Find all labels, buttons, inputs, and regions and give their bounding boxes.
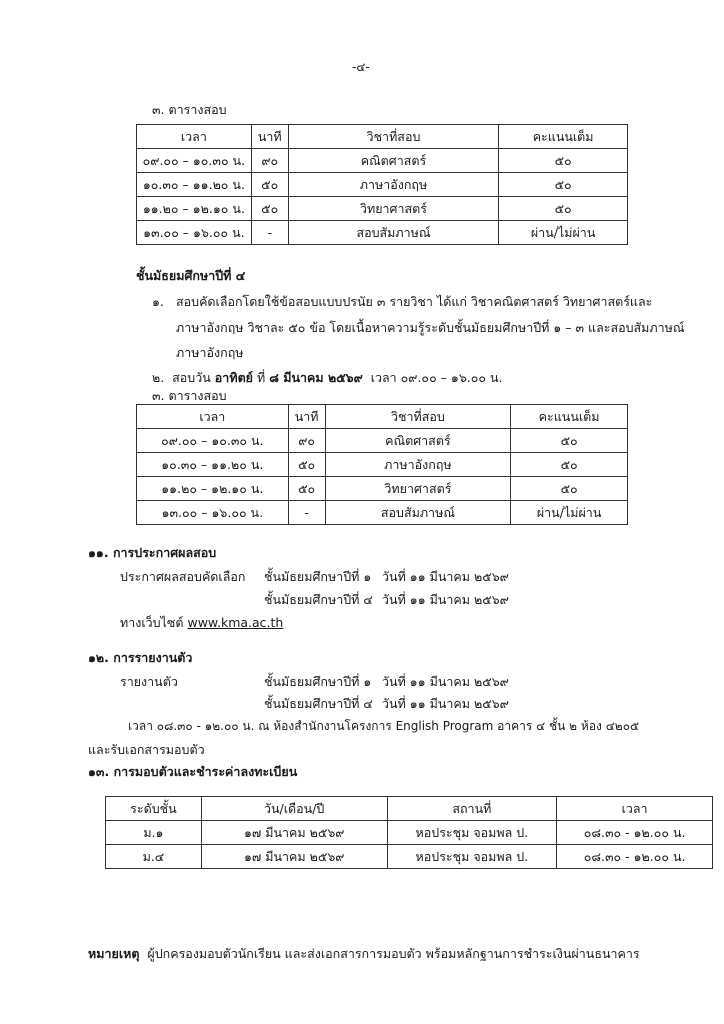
cell-time: ๑๑.๒๐ – ๑๒.๑๐ น. [137, 197, 252, 221]
section-12-date-1: วันที่ ๑๑ มีนาคม ๒๕๖๙ [382, 674, 509, 689]
table-row [106, 845, 713, 869]
cell-minutes: - [288, 501, 325, 525]
cell-date: ๑๗ มีนาคม ๒๕๖๙ [201, 821, 387, 845]
cell-location: หอประชุม จอมพล ป. [387, 821, 557, 845]
section-11-level-1: ชั้นมัธยมศึกษาปีที่ ๑ [264, 569, 372, 584]
header-level: ระดับชั้น [106, 797, 202, 821]
cell-subject: สอบสัมภาษณ์ [288, 221, 499, 245]
cell-time: ๐๘.๓๐ - ๑๒.๐๐ น. [557, 821, 713, 845]
table-row [137, 221, 628, 245]
section-11-date-2: วันที่ ๑๑ มีนาคม ๒๕๖๙ [382, 592, 509, 607]
section-13-heading: ๑๓. การมอบตัวและชำระค่าลงทะเบียน [88, 764, 298, 779]
m4-item1-number: ๑. [152, 294, 164, 309]
table-row [137, 149, 628, 173]
cell-level: ม.๔ [106, 845, 202, 869]
cell-minutes: ๙๐ [251, 149, 288, 173]
header-subject: วิชาที่สอบ [325, 405, 511, 429]
section-12-detail-line2: และรับเอกสารมอบตัว [88, 742, 205, 757]
cell-score: ผ่าน/ไม่ผ่าน [499, 221, 628, 245]
table-row [137, 429, 628, 453]
cell-subject: ภาษาอังกฤษ [288, 173, 499, 197]
cell-date: ๑๗ มีนาคม ๒๕๖๙ [201, 845, 387, 869]
m4-item2-date: ๘ มีนาคม ๒๕๖๙ [269, 370, 363, 385]
cell-minutes: ๕๐ [288, 477, 325, 501]
m4-exam-table [136, 404, 628, 525]
table-row [137, 173, 628, 197]
cell-location: หอประชุม จอมพล ป. [387, 845, 557, 869]
cell-time: ๐๙.๐๐ – ๑๐.๓๐ น. [137, 149, 252, 173]
table-header-row [137, 405, 628, 429]
cell-time: ๑๑.๒๐ – ๑๒.๑๐ น. [137, 477, 289, 501]
m4-schedule-label: ๓. ตารางสอบ [152, 388, 227, 403]
header-full-score: คะแนนเต็ม [511, 405, 628, 429]
cell-subject: วิทยาศาสตร์ [325, 477, 511, 501]
section-12-level-2: ชั้นมัธยมศึกษาปีที่ ๔ [264, 696, 373, 711]
section-11-label: ประกาศผลสอบคัดเลือก [120, 569, 246, 584]
m4-item2-mid: ที่ [257, 370, 266, 385]
section-12-label: รายงานตัว [120, 674, 178, 689]
page-number: -๔- [352, 60, 370, 74]
table-row [137, 197, 628, 221]
note-label: หมายเหตุ [88, 946, 140, 961]
table-header-row [106, 797, 713, 821]
table-row [137, 477, 628, 501]
cell-level: ม.๑ [106, 821, 202, 845]
cell-time: ๑๓.๐๐ – ๑๖.๐๐ น. [137, 501, 289, 525]
section-11-date-1: วันที่ ๑๑ มีนาคม ๒๕๖๙ [382, 569, 509, 584]
cell-subject: คณิตศาสตร์ [325, 429, 511, 453]
cell-score: ๕๐ [499, 173, 628, 197]
m1-exam-table [136, 124, 628, 245]
header-location: สถานที่ [387, 797, 557, 821]
note-text: ผู้ปกครองมอบตัวนักเรียน และส่งเอกสารการมอบตัว พร้อมหลักฐานการชำระเงินผ่านธนาคาร [147, 946, 640, 961]
header-time: เวลา [557, 797, 713, 821]
cell-score: ผ่าน/ไม่ผ่าน [511, 501, 628, 525]
table-row [106, 821, 713, 845]
cell-subject: คณิตศาสตร์ [288, 149, 499, 173]
cell-time: ๑๐.๓๐ – ๑๑.๒๐ น. [137, 453, 289, 477]
website-prefix: ทางเว็บไซต์ [120, 615, 184, 630]
header-date: วัน/เดือน/ปี [201, 797, 387, 821]
enrollment-table [105, 796, 713, 869]
cell-time: ๐๘.๓๐ - ๑๒.๐๐ น. [557, 845, 713, 869]
section-12-date-2: วันที่ ๑๑ มีนาคม ๒๕๖๙ [382, 696, 509, 711]
m1-schedule-label: ๓. ตารางสอบ [152, 102, 227, 117]
cell-time: ๑๓.๐๐ – ๑๖.๐๐ น. [137, 221, 252, 245]
header-subject: วิชาที่สอบ [288, 125, 499, 149]
cell-minutes: ๙๐ [288, 429, 325, 453]
cell-score: ๕๐ [511, 453, 628, 477]
m4-item1-line1: สอบคัดเลือกโดยใช้ข้อสอบแบบปรนัย ๓ รายวิชา ได้แก่ วิชาคณิตศาสตร์ วิทยาศาสตร์และ [176, 294, 653, 309]
header-full-score: คะแนนเต็ม [499, 125, 628, 149]
m4-item2-time: เวลา ๐๙.๐๐ – ๑๖.๐๐ น. [370, 370, 503, 385]
cell-minutes: ๕๐ [251, 173, 288, 197]
m4-item2-prefix: สอบวัน [172, 370, 211, 385]
section-12-level-1: ชั้นมัธยมศึกษาปีที่ ๑ [264, 674, 372, 689]
m4-item1-line3: ภาษาอังกฤษ [176, 345, 244, 360]
m4-item2-number: ๒. [152, 370, 165, 385]
cell-subject: วิทยาศาสตร์ [288, 197, 499, 221]
section-12-detail-line1: เวลา ๐๘.๓๐ - ๑๒.๐๐ น. ณ ห้องสำนักงานโครงการ English Program อาคาร ๔ ชั้น ๒ ห้อง ๔๒๐๕ [128, 719, 640, 733]
table-row [137, 501, 628, 525]
section-11-level-2: ชั้นมัธยมศึกษาปีที่ ๔ [264, 592, 373, 607]
table-header-row [137, 125, 628, 149]
header-time: เวลา [137, 405, 289, 429]
cell-minutes: - [251, 221, 288, 245]
cell-time: ๑๐.๓๐ – ๑๑.๒๐ น. [137, 173, 252, 197]
m4-item1-line2: ภาษาอังกฤษ วิชาละ ๕๐ ข้อ โดยเนื้อหาความรู้ระดับชั้นมัธยมศึกษาปีที่ ๑ – ๓ และสอบสัมภาษณ์ [176, 320, 685, 335]
section-12-heading: ๑๒. การรายงานตัว [88, 650, 193, 665]
m4-heading: ชั้นมัธยมศึกษาปีที่ ๔ [136, 268, 246, 283]
cell-subject: ภาษาอังกฤษ [325, 453, 511, 477]
table-row [137, 453, 628, 477]
header-time: เวลา [137, 125, 252, 149]
cell-time: ๐๙.๐๐ – ๑๐.๓๐ น. [137, 429, 289, 453]
cell-score: ๕๐ [511, 429, 628, 453]
website-link[interactable]: www.kma.ac.th [187, 615, 284, 630]
header-minutes: นาที [288, 405, 325, 429]
cell-minutes: ๕๐ [288, 453, 325, 477]
cell-score: ๕๐ [499, 149, 628, 173]
section-11-heading: ๑๑. การประกาศผลสอบ [88, 545, 217, 560]
cell-score: ๕๐ [511, 477, 628, 501]
section-11-website [120, 613, 283, 633]
note [88, 944, 640, 964]
m4-item2 [152, 368, 503, 388]
header-minutes: นาที [251, 125, 288, 149]
cell-minutes: ๕๐ [251, 197, 288, 221]
m4-item2-day: อาทิตย์ [214, 370, 254, 385]
cell-subject: สอบสัมภาษณ์ [325, 501, 511, 525]
cell-score: ๕๐ [499, 197, 628, 221]
